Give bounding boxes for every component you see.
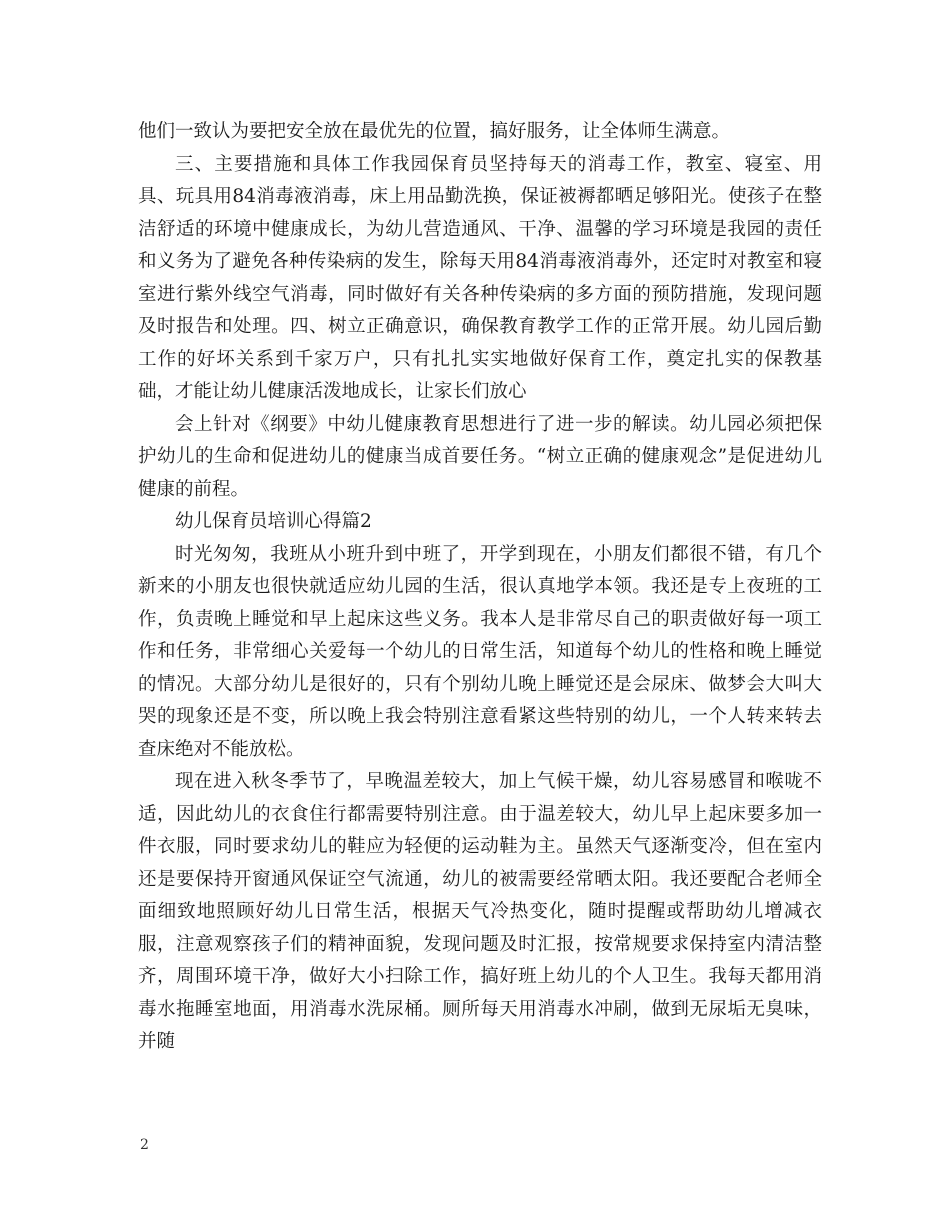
paragraph-measures: 三、主要措施和具体工作我园保育员坚持每天的消毒工作，教室、寝室、用具、玩具用84消毒液消毒，床上用品勤洗换，保证被褥都晒足够阳光。使孩子在整洁舒适的环境中健康成长，为幼儿营造通风、干净、温馨的学习环境是我园的责任和义务为了避免各种传染病的发生，除每天用84消毒液消毒外，还定时对教室和寝室进行紫外线空气消毒，同时做好有关各种传染病的多方面的预防措施，发现问题及时报告和处理。四、树立正确意识，确保教育教学工作的正常开展。幼儿园后勤工作的好坏关系到千家万户，只有扎扎实实地做好保育工作，奠定扎实的保教基础，才能让幼儿健康活泼地成长，让家长们放心 bbox=[138, 153, 822, 402]
paragraph-continuation: 他们一致认为要把安全放在最优先的位置，搞好服务，让全体师生满意。 bbox=[138, 121, 731, 142]
paragraph-autumn-winter: 现在进入秋冬季节了，早晚温差较大，加上气候干燥，幼儿容易感冒和喉咙不适，因此幼儿的衣食住行都需要特别注意。由于温差较大，幼儿早上起床要多加一件衣服，同时要求幼儿的鞋应为轻便的运动鞋为主。虽然天气逐渐变冷，但在室内还是要保持开窗通风保证空气流通，幼儿的被需要经常晒太阳。我还要配合老师全面细致地照顾好幼儿日常生活，根据天气冷热变化，随时提醒或帮助幼儿增减衣服，注意观察孩子们的精神面貌，发现问题及时汇报，按常规要求保持室内清洁整齐，周围环境干净，做好大小扫除工作，搞好班上幼儿的个人卫生。我每天都用消毒水拖睡室地面，用消毒水洗尿桶。厕所每天用消毒水冲刷，做到无尿垢无臭味，并随 bbox=[138, 771, 822, 1052]
page-number: 2 bbox=[140, 1137, 149, 1153]
paragraph-meeting: 会上针对《纲要》中幼儿健康教育思想进行了进一步的解读。幼儿园必须把保护幼儿的生命和促进幼儿的健康当成首要任务。“树立正确的健康观念”是促进幼儿健康的前程。 bbox=[138, 413, 822, 500]
body-text bbox=[138, 116, 822, 1059]
paragraph-middle-class: 时光匆匆，我班从小班升到中班了，开学到现在，小朋友们都很不错，有几个新来的小朋友也很快就适应幼儿园的生活，很认真地学本领。我还是专上夜班的工作，负责晚上睡觉和早上起床这些义务。我本人是非常尽自己的职责做好每一项工作和任务，非常细心关爱每一个幼儿的日常生活，知道每个幼儿的性格和晚上睡觉的情况。大部分幼儿是很好的，只有个别幼儿晚上睡觉还是会尿床、做梦会大叫大哭的现象还是不变，所以晚上我会特别注意看紧这些特别的幼儿，一个人转来转去查床绝对不能放松。 bbox=[138, 543, 822, 760]
section-heading: 幼儿保育员培训心得篇2 bbox=[175, 511, 372, 532]
